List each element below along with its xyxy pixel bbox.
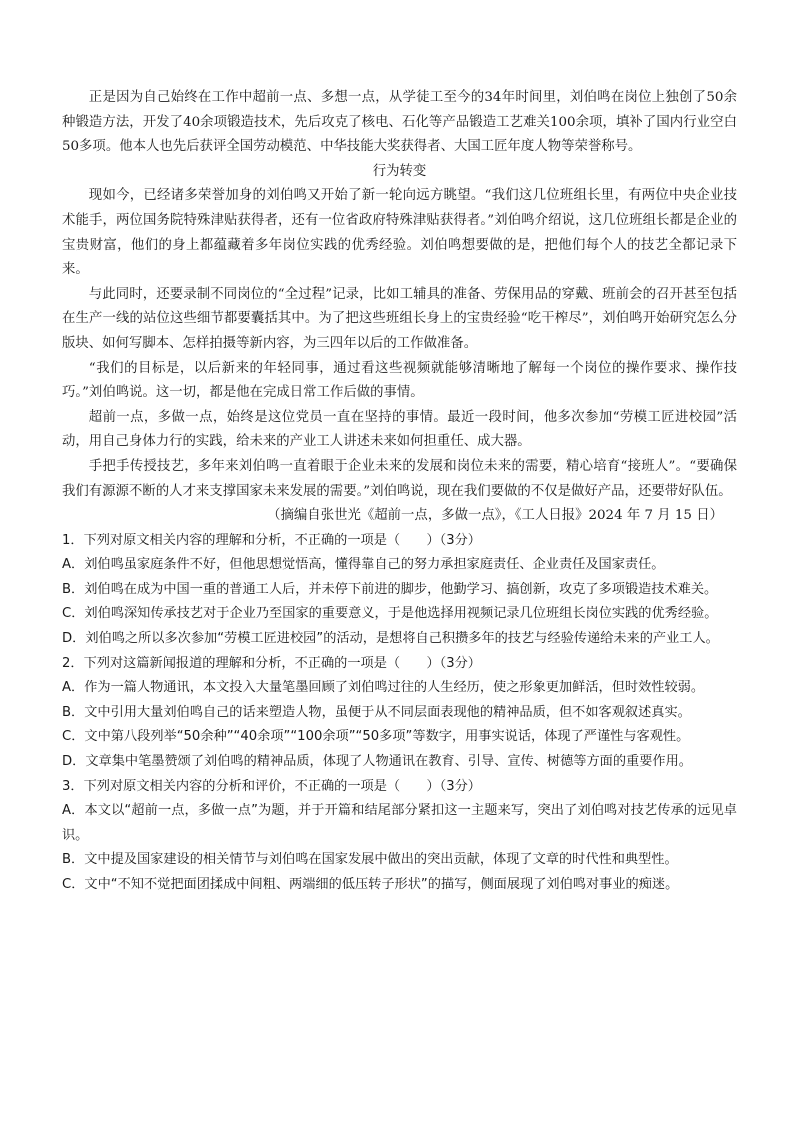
- option-d: D．文章集中笔墨赞颂了刘伯鸣的精神品质，体现了人物通讯在教育、引导、宣传、树德等方面的重要作用。: [62, 754, 692, 770]
- question-2: [62, 652, 737, 775]
- option-c: C．文中“不知不觉把面团揉成中间粗、两端细的低压转子形状”的描写，侧面展现了刘伯鸣对事业的痴迷。: [62, 877, 679, 892]
- article-paragraph-2: 现如今，已经诸多荣誉加身的刘伯鸣又开始了新一轮向远方眺望。“我们这几位班组长里，有两位中央企业技术能手，两位国务院特殊津贴获得者，还有一位省政府特殊津贴获得者。”刘伯鸣介绍说，这几位班组长都是企业的宝贵财富，他们的身上都蕴藏着多年岗位实践的优秀经验。刘伯鸣想要做的是，把他们每个人的技艺全都记录下来。: [62, 188, 737, 278]
- question-1: [62, 529, 737, 652]
- question-stem: 2．下列对这篇新闻报道的理解和分析，不正确的一项是（ ）（3分）: [62, 655, 481, 671]
- article-source: （摘编自张世光《超前一点，多做一点》，《工人日报》2024 年 7 月 15 日）: [267, 508, 723, 524]
- option-c: C．刘伯鸣深知传承技艺对于企业乃至国家的重要意义，于是他选择用视频记录几位班组长岗位实践的优秀经验。: [62, 606, 718, 622]
- article-paragraph-6: 手把手传授技艺，多年来刘伯鸣一直着眼于企业未来的发展和岗位未来的需要，精心培育“接班人”。“要确保我们有源源不断的人才来支撑国家未来发展的需要。”刘伯鸣说，现在我们要做的不仅是做好产品，还要带好队伍。: [62, 458, 737, 499]
- article-paragraph-3: 与此同时，还要录制不同岗位的“全过程”记录，比如工辅具的准备、劳保用品的穿戴、班前会的召开甚至包括在生产一线的站位这些细节都要囊括其中。为了把这些班组长身上的宝贵经验“吃干榨尽”，刘伯鸣开始研究怎么分版块、如何写脚本、怎样拍摄等新内容，为三四年以后的工作做准备。: [62, 286, 737, 351]
- option-b: B．文中引用大量刘伯鸣自己的话来塑造人物，虽便于从不同层面表现他的精神品质，但不如客观叙述真实。: [62, 704, 691, 720]
- question-stem: 1．下列对原文相关内容的理解和分析，不正确的一项是（ ）（3分）: [62, 532, 481, 548]
- document-page: [62, 86, 737, 898]
- option-b: B．刘伯鸣在成为中国一重的普通工人后，并未停下前进的脚步，他勤学习、搞创新，攻克了多项锻造技术难关。: [62, 581, 718, 597]
- option-d: D．刘伯鸣之所以多次参加“劳模工匠进校园”的活动，是想将自己积攒多年的技艺与经验传递给未来的产业工人。: [62, 631, 719, 647]
- article-paragraph-4: “我们的目标是，以后新来的年轻同事，通过看这些视频就能够清晰地了解每一个岗位的操作要求、操作技巧。”刘伯鸣说。这一切，都是他在完成日常工作后做的事情。: [62, 360, 737, 401]
- question-3: [62, 775, 737, 898]
- option-c: C．文中第八段列举“50余种”“40余项”“100余项”“50多项”等数字，用事实说话，体现了严谨性与客观性。: [62, 729, 690, 745]
- option-a: A．本文以“超前一点，多做一点”为题，并于开篇和结尾部分紧扣这一主题来写，突出了刘伯鸣对技艺传承的远见卓识。: [62, 803, 737, 843]
- option-a: A．作为一篇人物通讯，本文投入大量笔墨回顾了刘伯鸣过往的人生经历，使之形象更加鲜活，但时效性较弱。: [62, 680, 705, 696]
- article-paragraph-5: 超前一点，多做一点，始终是这位党员一直在坚持的事情。最近一段时间，他多次参加“劳模工匠进校园”活动，用自己身体力行的实践，给未来的产业工人讲述未来如何担重任、成大器。: [62, 409, 737, 450]
- question-stem: 3．下列对原文相关内容的分析和评价，不正确的一项是（ ）（3分）: [62, 778, 481, 794]
- article-paragraph-1: 正是因为自己始终在工作中超前一点、多想一点，从学徒工至今的34年时间里，刘伯鸣在岗位上独创了50余种锻造方法，开发了40余项锻造技术，先后攻克了核电、石化等产品锻造工艺难关100余项，填补了国内行业空白50多项。他本人也先后获评全国劳动模范、中华技能大奖获得者、大国工匠年度人物等荣誉称号。: [62, 90, 737, 155]
- section-subtitle: 行为转变: [372, 163, 427, 179]
- option-b: B．文中提及国家建设的相关情节与刘伯鸣在国家发展中做出的突出贡献，体现了文章的时代性和典型性。: [62, 852, 678, 868]
- option-a: A．刘伯鸣虽家庭条件不好，但他思想觉悟高，懂得靠自己的努力承担家庭责任、企业责任及国家责任。: [62, 557, 665, 573]
